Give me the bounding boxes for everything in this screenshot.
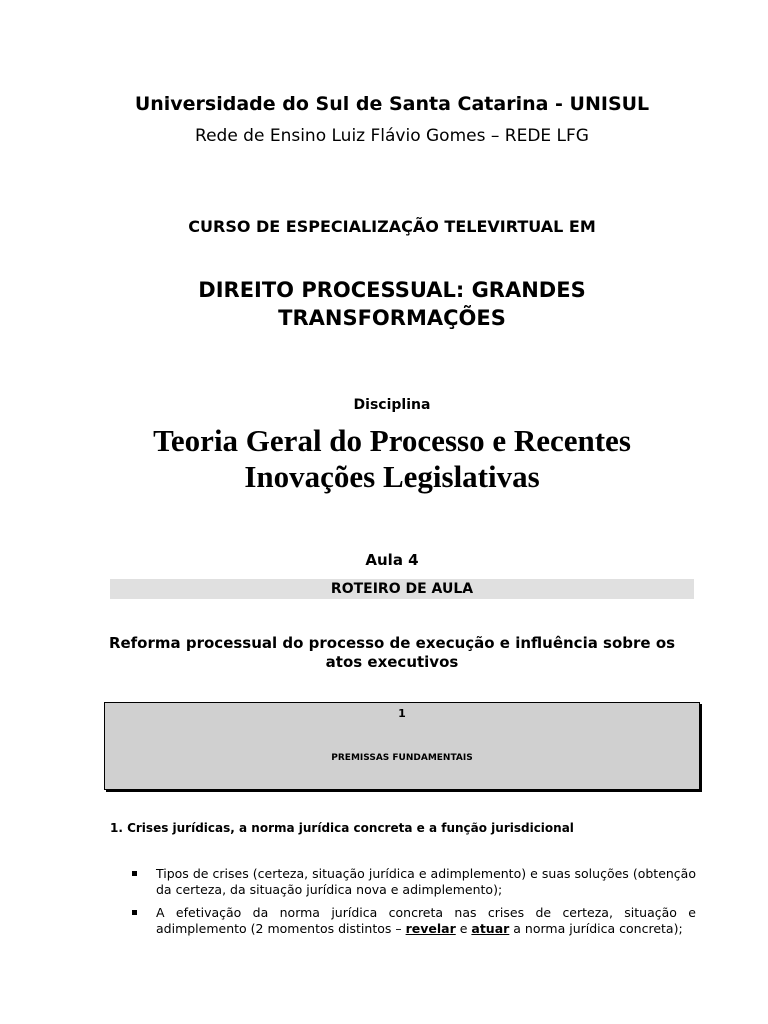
lesson-label: Aula 4 bbox=[365, 551, 419, 569]
section-box-label: PREMISSAS FUNDAMENTAIS bbox=[331, 753, 473, 763]
list-item bbox=[132, 905, 696, 937]
section-box bbox=[104, 702, 700, 790]
course-label: CURSO DE ESPECIALIZAÇÃO TELEVIRTUAL EM bbox=[188, 217, 596, 236]
course-title-line-1: DIREITO PROCESSUAL: GRANDES bbox=[198, 278, 586, 302]
university-name: Universidade do Sul de Santa Catarina - UNISUL bbox=[134, 93, 650, 115]
network-name: Rede de Ensino Luiz Flávio Gomes – REDE LFG bbox=[195, 126, 589, 146]
discipline-title-line-2: Inovações Legislativas bbox=[244, 459, 540, 494]
bullet-text-end: a norma jurídica concreta); bbox=[509, 921, 683, 936]
discipline-title-line-1: Teoria Geral do Processo e Recentes bbox=[153, 423, 631, 458]
lesson-topic bbox=[8, 634, 768, 672]
course-title-line-2: TRANSFORMAÇÕES bbox=[278, 306, 506, 330]
lesson-topic-line-1: Reforma processual do processo de execução e influência sobre os bbox=[108, 634, 676, 652]
bullet-text: Tipos de crises (certeza, situação jurídica e adimplemento) e suas soluções (obtenção da certeza, da situação jurídica nova e adimplemento); bbox=[156, 866, 696, 897]
discipline-title bbox=[8, 423, 768, 495]
course-title bbox=[8, 276, 768, 332]
section-heading: 1. Crises jurídicas, a norma jurídica concreta e a função jurisdicional bbox=[110, 821, 574, 835]
section-box-number: 1 bbox=[398, 707, 406, 720]
list-item bbox=[132, 866, 696, 898]
square-bullet-icon bbox=[132, 910, 137, 915]
lesson-topic-line-2: atos executivos bbox=[325, 653, 459, 671]
square-bullet-icon bbox=[132, 871, 137, 876]
discipline-label: Disciplina bbox=[353, 397, 431, 413]
roteiro-bar: ROTEIRO DE AULA bbox=[110, 579, 694, 599]
emphasis-revelar: revelar bbox=[405, 921, 456, 936]
bullet-text-start: A efetivação da norma jurídica concreta nas crises de certeza, situação e adimplemento (2 momentos distintos – bbox=[156, 905, 696, 936]
bullet-list bbox=[132, 866, 696, 944]
emphasis-atuar: atuar bbox=[471, 921, 510, 936]
bullet-text-mid: e bbox=[455, 921, 472, 936]
